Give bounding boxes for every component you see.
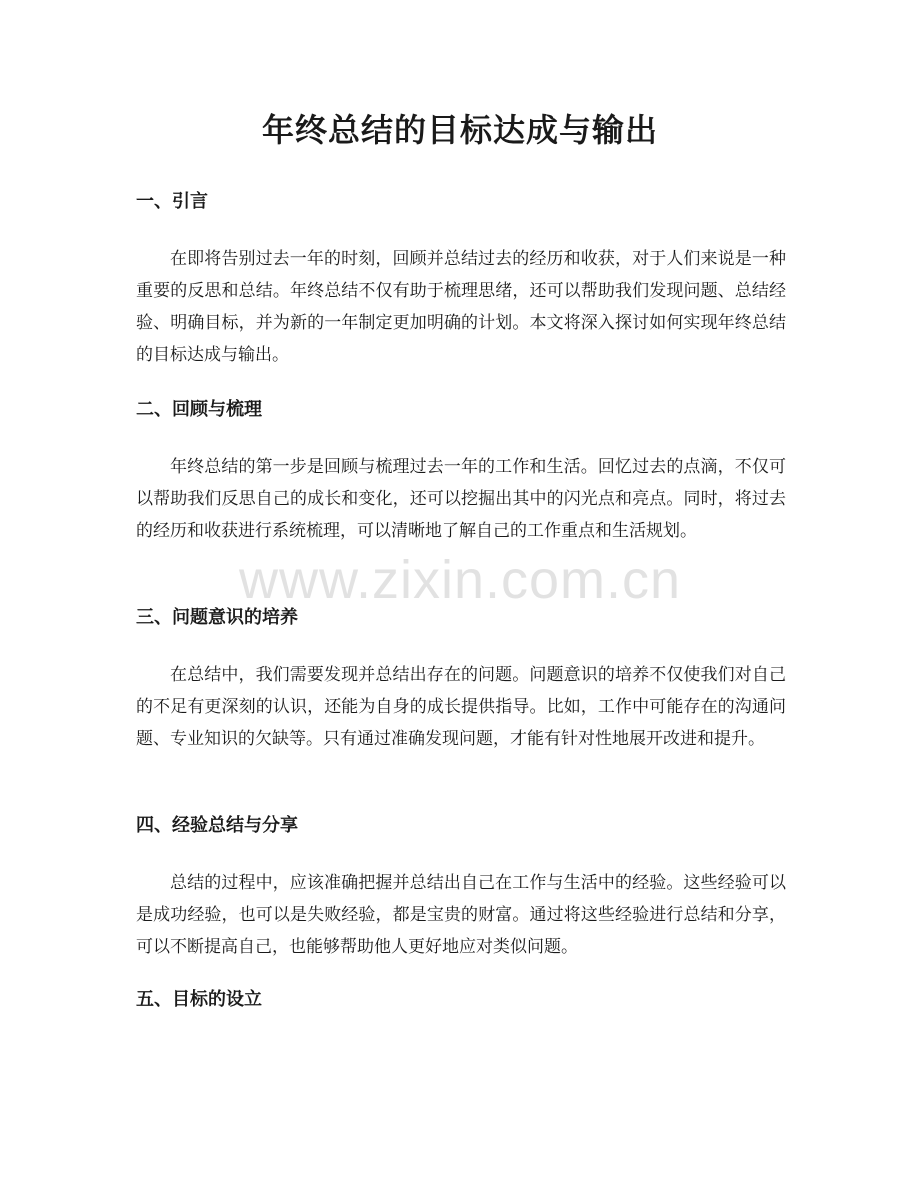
section-heading: 二、回顾与梳理: [136, 399, 262, 420]
section-heading: 五、目标的设立: [136, 989, 262, 1010]
page-title: 年终总结的目标达成与输出: [261, 111, 658, 149]
section-heading: 三、问题意识的培养: [136, 607, 298, 628]
section-heading: 一、引言: [136, 191, 208, 212]
section-paragraph: 总结的过程中，应该准确把握并总结出自己在工作与生活中的经验。这些经验可以是成功经验，也可以是失败经验，都是宝贵的财富。通过将这些经验进行总结和分享，可以不断提高自己，也能够帮助他人更好地应对类似问题。: [136, 873, 786, 957]
section-experience-sharing: [136, 813, 786, 963]
section-heading: 四、经验总结与分享: [136, 815, 298, 836]
section-problem-awareness: [136, 605, 786, 755]
section-paragraph: 在总结中，我们需要发现并总结出存在的问题。问题意识的培养不仅使我们对自己的不足有更深刻的认识，还能为自身的成长提供指导。比如，工作中可能存在的沟通问题、专业知识的欠缺等。只有通过准确发现问题，才能有针对性地展开改进和提升。: [136, 665, 786, 749]
section-introduction: [136, 189, 786, 371]
watermark: www.zixin.com.cn: [238, 550, 682, 610]
section-review: [136, 397, 786, 547]
section-goal-setting: [136, 987, 786, 1013]
section-paragraph: 在即将告别过去一年的时刻，回顾并总结过去的经历和收获，对于人们来说是一种重要的反思和总结。年终总结不仅有助于梳理思绪，还可以帮助我们发现问题、总结经验、明确目标，并为新的一年制定更加明确的计划。本文将深入探讨如何实现年终总结的目标达成与输出。: [136, 249, 786, 365]
section-paragraph: 年终总结的第一步是回顾与梳理过去一年的工作和生活。回忆过去的点滴，不仅可以帮助我们反思自己的成长和变化，还可以挖掘出其中的闪光点和亮点。同时，将过去的经历和收获进行系统梳理，可以清晰地了解自己的工作重点和生活规划。: [136, 457, 786, 541]
